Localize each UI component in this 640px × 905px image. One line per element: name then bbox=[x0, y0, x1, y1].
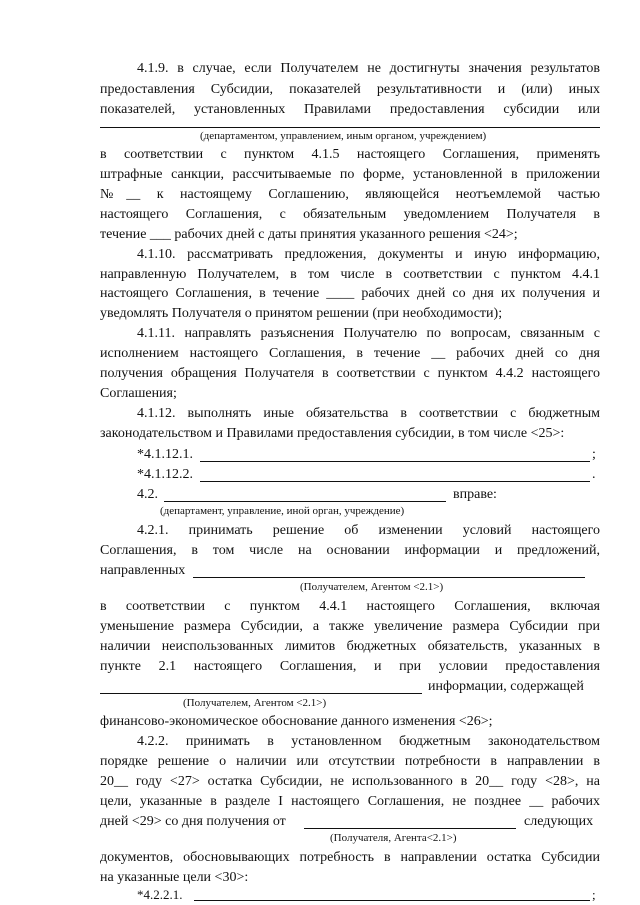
text-line: показателей, установленных Правилами предоставления субсидии или bbox=[100, 102, 600, 117]
blank-line bbox=[200, 481, 590, 482]
text-line: в соответствии с пунктом 4.4.1 настоящего Соглашения, включая bbox=[100, 599, 600, 614]
item-number: *4.2.2.1. bbox=[137, 887, 183, 902]
text-line: пункте 2.1 настоящего Соглашения, и при условии предоставления bbox=[100, 659, 600, 674]
blank-line bbox=[193, 577, 585, 578]
item-number: *4.1.12.1. bbox=[137, 447, 193, 462]
text-line: 4.1.12. выполнять иные обязательства в соответствии с бюджетным bbox=[137, 406, 600, 421]
text-line: уменьшение размера Субсидии, а также увеличение размера Субсидии при bbox=[100, 619, 600, 634]
text-line: направленных bbox=[100, 563, 186, 578]
item-end: . bbox=[592, 467, 596, 482]
blank-line bbox=[100, 127, 600, 128]
text-line: 4.1.11. направлять разъяснения Получателю по вопросам, связанным с bbox=[137, 326, 600, 341]
text-line: финансово-экономическое обоснование данного изменения <26>; bbox=[100, 714, 493, 729]
blank-line bbox=[164, 501, 446, 502]
text-line: 4.1.10. рассматривать предложения, документы и иную информацию, bbox=[137, 247, 600, 262]
field-caption: (департаментом, управлением, иным органом, учреждением) bbox=[200, 130, 487, 142]
text-line: документов, обосновывающих потребность в направлении остатка Субсидии bbox=[100, 850, 600, 865]
text-line: получения обращения Получателя в соответствии с пунктом 4.4.2 настоящего bbox=[100, 366, 600, 381]
item-number: 4.2. bbox=[137, 487, 158, 502]
field-caption: (Получателем, Агентом <2.1>) bbox=[183, 697, 327, 709]
blank-line bbox=[304, 828, 516, 829]
field-caption: (Получателем, Агентом <2.1>) bbox=[300, 581, 444, 593]
text-line: исполнением настоящего Соглашения, в течение __ рабочих дней со дня bbox=[100, 346, 600, 361]
text-line: 4.1.9. в случае, если Получателем не достигнуты значения результатов bbox=[137, 61, 600, 76]
text-line: дней <29> со дня получения от bbox=[100, 814, 286, 829]
text-line: вправе: bbox=[453, 487, 497, 502]
field-caption: (Получателя, Агента<2.1>) bbox=[330, 832, 457, 844]
text-line: 4.2.1. принимать решение об изменении условий настоящего bbox=[137, 523, 600, 538]
blank-line bbox=[194, 900, 590, 901]
text-line: Соглашения, в том числе на основании информации и предложений, bbox=[100, 543, 600, 558]
item-end: ; bbox=[592, 887, 596, 902]
text-line: Соглашения; bbox=[100, 386, 177, 401]
item-end: ; bbox=[592, 447, 596, 462]
text-line: на указанные цели <30>: bbox=[100, 870, 249, 885]
text-line: информации, содержащей bbox=[428, 679, 584, 694]
item-number: *4.1.12.2. bbox=[137, 467, 193, 482]
text-line: №__ к настоящему Соглашению, являющейся неотъемлемой частью bbox=[100, 187, 600, 202]
text-line: течение ___ рабочих дней с даты принятия указанного решения <24>; bbox=[100, 227, 518, 242]
text-line: 4.2.2. принимать в установленном бюджетным законодательством bbox=[137, 734, 600, 749]
text-line: штрафные санкции, рассчитываемые по форме, установленной в приложении bbox=[100, 167, 600, 182]
text-line: законодательством и Правилами предоставления субсидии, в том числе <25>: bbox=[100, 426, 565, 441]
text-line: следующих bbox=[524, 814, 594, 829]
text-line: в соответствии с пунктом 4.1.5 настоящего Соглашения, применять bbox=[100, 147, 600, 162]
text-line: предоставления Субсидии, показателей результативности и (или) иных bbox=[100, 82, 600, 97]
text-line: уведомлять Получателя о принятом решении (при необходимости); bbox=[100, 306, 503, 321]
text-line: наличии неиспользованных лимитов бюджетных обязательств, указанных в bbox=[100, 639, 600, 654]
text-line: направленную Получателем, в том числе в соответствии с пунктом 4.4.1 bbox=[100, 267, 600, 282]
blank-line bbox=[200, 461, 590, 462]
text-line: порядке решение о наличии или отсутствии потребности в направлении в bbox=[100, 754, 600, 769]
field-caption: (департамент, управление, иной орган, учреждение) bbox=[160, 505, 405, 517]
text-line: настоящего Соглашения, с обязательным уведомлением Получателя в bbox=[100, 207, 600, 222]
text-line: цели, указанные в разделе I настоящего Соглашения, не позднее __ рабочих bbox=[100, 794, 600, 809]
text-line: настоящего Соглашения, в течение ____ рабочих дней со дня их получения и bbox=[100, 286, 600, 301]
text-line: 20__ году <27> остатка Субсидии, не использованного в 20__ году <28>, на bbox=[100, 774, 600, 789]
blank-line bbox=[100, 693, 422, 694]
